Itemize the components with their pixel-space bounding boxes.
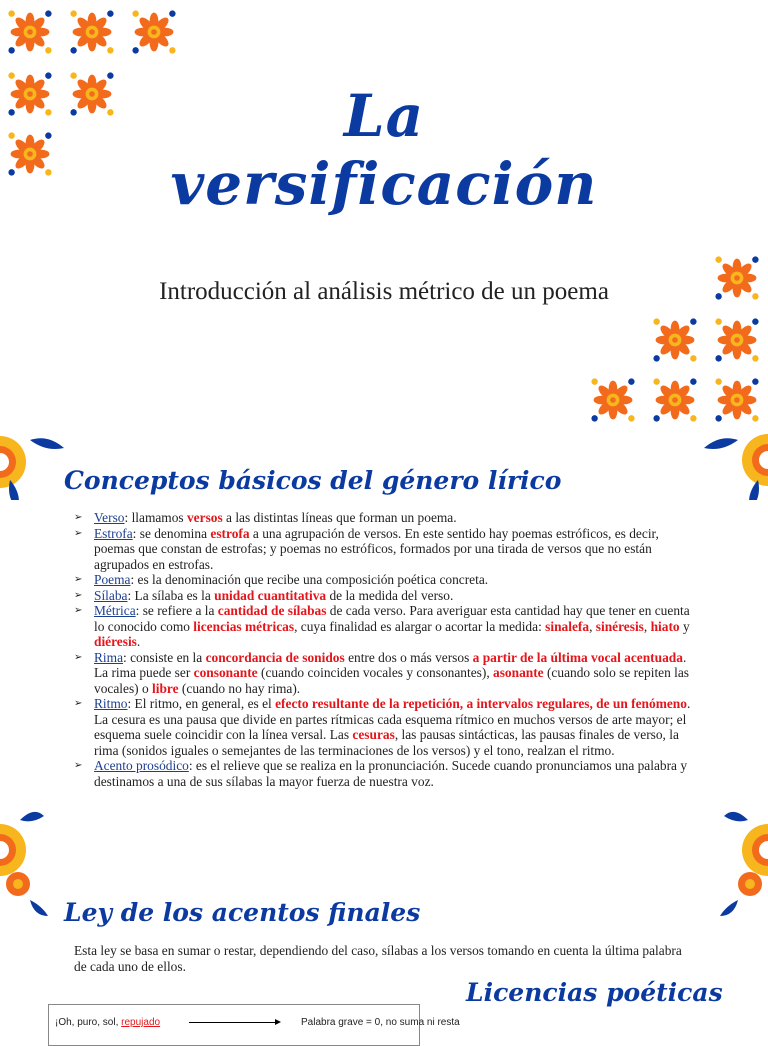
concept-highlight: cesuras	[352, 727, 395, 742]
arrow-bullet-icon: ➢	[74, 589, 83, 601]
concept-term: Métrica	[94, 603, 136, 618]
concept-text: : consiste en la	[123, 649, 206, 665]
talavera-flower-icon	[70, 10, 113, 53]
concept-text: : es el relieve que se realiza en la pronunciación. Sucede cuando pronunciamos una palabra y destinamos a una de sus sílabas la mayor fuerza de nuestra voz.	[94, 758, 688, 789]
decorative-flower-left-2	[0, 800, 60, 920]
concept-text: .	[136, 634, 141, 649]
concept-text: . La cesura es una pausa que divide en partes rítmicas cada esquema rítmico en muchos versos de arte mayor; el esquema suele coincidir con la línea versal. Las	[94, 696, 691, 742]
concept-term: Estrofa	[94, 525, 133, 541]
concept-item	[74, 572, 698, 588]
decorative-flower-right-1	[700, 430, 768, 500]
title-line-1: La	[343, 82, 425, 150]
example-rule: Palabra grave = 0, no suma ni resta	[301, 1017, 460, 1028]
concept-term: Ritmo	[94, 696, 128, 711]
section-title-licencias: Licencias poéticas	[466, 978, 723, 1007]
arrow-bullet-icon: ➢	[74, 651, 83, 663]
example-verse	[55, 1017, 160, 1028]
section-title-ley: Ley de los acentos finales	[64, 898, 421, 927]
concept-text: (cuando no hay rima).	[178, 680, 301, 696]
concept-text: , las pausas sintácticas, las pausas finales de verso, la rima (sonidos iguales o semejantes de las terminaciones de los versos) y el tono, realzan el ritmo.	[94, 727, 679, 758]
concept-highlight: diéresis	[94, 634, 137, 649]
decorative-tiles-right	[582, 246, 768, 432]
arrow-bullet-icon: ➢	[74, 574, 83, 585]
arrow-bullet-icon: ➢	[74, 512, 83, 523]
arrow-icon	[189, 1022, 279, 1023]
concept-item	[74, 758, 698, 789]
talavera-flower-icon	[715, 378, 758, 421]
concept-term: Poema	[94, 572, 131, 587]
concept-item	[74, 510, 698, 526]
concept-item	[74, 696, 698, 758]
talavera-flower-icon	[591, 378, 634, 421]
concept-item	[74, 588, 698, 604]
concept-text: : llamamos	[124, 510, 187, 525]
concept-highlight: sinéresis	[595, 618, 644, 634]
title-line-2: versificación	[170, 150, 598, 218]
arrow-bullet-icon: ➢	[74, 605, 83, 616]
arrow-bullet-icon: ➢	[74, 698, 83, 709]
concept-term: Rima	[94, 649, 124, 665]
concept-text: a las distintas líneas que forman un poema.	[222, 510, 457, 525]
concept-text: y	[679, 618, 690, 634]
concept-highlight: libre	[152, 680, 179, 696]
concept-highlight: concordancia de sonidos	[205, 649, 345, 665]
concept-highlight: efecto resultante de la repetición, a intervalos regulares, de un fenómeno	[275, 696, 687, 711]
section-title-conceptos: Conceptos básicos del género lírico	[64, 466, 562, 495]
concepts-list	[74, 510, 698, 789]
concept-highlight: hiato	[650, 618, 680, 634]
concept-highlight: consonante	[193, 665, 258, 680]
concept-text: . La rima puede ser	[94, 649, 687, 680]
arrow-bullet-icon: ➢	[74, 527, 83, 539]
concept-text: (cuando solo se repiten las vocales) o	[94, 665, 690, 696]
subtitle: Introducción al análisis métrico de un poema	[159, 278, 609, 305]
concept-item	[74, 526, 698, 573]
concept-highlight: unidad cuantitativa	[214, 587, 327, 603]
concept-text: de la medida del verso.	[326, 587, 454, 603]
decorative-flower-right-2	[704, 800, 768, 920]
concept-text: ,	[589, 618, 596, 634]
decorative-flower-left-1	[0, 430, 70, 500]
concept-text: : se refiere a la	[135, 603, 218, 618]
arrow-bullet-icon: ➢	[74, 760, 83, 771]
concept-text: a una agrupación de versos. En este sentido hay poemas estróficos, es decir, poemas que constan de estrofas; y poemas no estróficos, formados por una tirada de versos que no están agrupados en estrofas.	[94, 525, 659, 572]
concept-highlight: versos	[186, 510, 223, 525]
example-verse-prefix: ¡Oh, puro, sol,	[55, 1017, 122, 1028]
example-verse-red-word: repujado	[121, 1017, 161, 1028]
talavera-flower-icon	[8, 10, 51, 53]
concept-item	[74, 603, 698, 650]
concept-text: : El ritmo, en general, es el	[127, 696, 276, 711]
example-box	[48, 1004, 460, 1046]
talavera-flower-icon	[132, 10, 175, 53]
concept-highlight: estrofa	[210, 525, 250, 541]
talavera-flower-icon	[653, 378, 696, 421]
concept-highlight: sinalefa	[545, 618, 590, 634]
concept-text: : La sílaba es la	[127, 587, 215, 603]
concept-highlight: asonante	[493, 665, 544, 680]
concept-item	[74, 650, 698, 697]
talavera-flower-icon	[715, 318, 758, 361]
concept-term: Sílaba	[94, 587, 128, 603]
concept-text: , cuya finalidad es alargar o acortar la medida:	[294, 618, 546, 634]
concept-text: : se denomina	[132, 525, 211, 541]
concept-highlight: cantidad de sílabas	[217, 603, 327, 618]
concept-term: Acento prosódico	[94, 758, 189, 773]
concept-text: (cuando coinciden vocales y consonantes),	[257, 665, 494, 680]
concept-text: ,	[643, 618, 651, 634]
ley-description: Esta ley se basa en sumar o restar, dependiendo del caso, sílabas a los versos tomando en cuenta la última palabra de cada uno de ellos.	[74, 943, 682, 974]
concept-text: : es la denominación que recibe una composición poética concreta.	[130, 572, 489, 587]
concept-term: Verso	[94, 510, 125, 525]
concept-highlight: a partir de la última vocal acentuada	[472, 649, 683, 665]
concept-text: de cada verso. Para averiguar esta cantidad hay que tener en cuenta lo conocido como	[94, 603, 690, 634]
talavera-flower-icon	[653, 318, 696, 361]
concept-text: entre dos o más versos	[344, 649, 473, 665]
concept-highlight: licencias métricas	[193, 618, 295, 634]
